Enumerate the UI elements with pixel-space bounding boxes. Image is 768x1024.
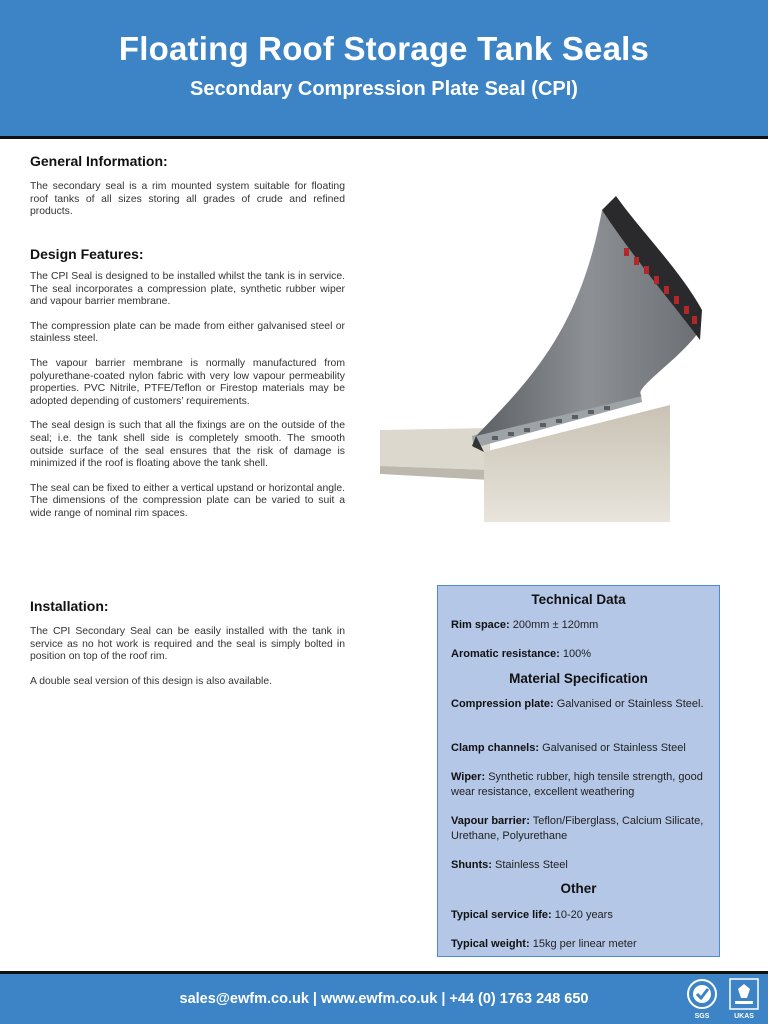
contact-info[interactable]: sales@ewfm.co.uk | www.ewfm.co.uk | +44 (0) 1763 248 650 — [179, 991, 589, 1007]
ukas-badge-icon: UKAS — [726, 978, 762, 1020]
technical-data-panel — [437, 585, 720, 957]
design-paragraph: The vapour barrier membrane is normally manufactured from polyurethane-coated nylon fabric with very low vapour permeability properties. PVC Nitrile, PTFE/Teflon or Firestop materials may be adopted depending of customers’ requirements. — [30, 357, 345, 407]
other-row: Typical weight: 15kg per linear meter — [451, 938, 637, 950]
installation-section — [30, 598, 345, 688]
technical-heading: Technical Data — [531, 592, 626, 607]
tech-row: Rim space: 200mm ± 120mm — [451, 619, 599, 631]
general-text: The secondary seal is a rim mounted system suitable for floating roof tanks of all sizes storing all grades of crude and refined products. — [30, 181, 345, 218]
material-row: Shunts: Stainless Steel — [451, 859, 568, 871]
general-section — [30, 153, 345, 219]
design-paragraph: The seal design is such that all the fixings are on the outside of the seal; i.e. the tank shell side is completely smooth. The smooth outside surface of the seal ensures that the risk of damage is minimized if the roof is floating above the tank shell. — [30, 420, 345, 470]
page-title: Floating Roof Storage Tank Seals — [118, 30, 650, 67]
material-row: Wiper: Synthetic rubber, high tensile strength, good wear resistance, excellent weathering — [451, 771, 703, 798]
design-heading: Design Features: — [30, 246, 144, 262]
material-row: Vapour barrier: Teflon/Fiberglass, Calcium Silicate, Urethane, Polyurethane — [451, 815, 704, 842]
installation-paragraph: The CPI Secondary Seal can be easily installed with the tank in service as no hot work is required and the seal is simply bolted in position on top of the roof rim. — [30, 626, 345, 663]
design-section — [30, 246, 345, 521]
material-row: Clamp channels: Galvanised or Stainless Steel — [451, 742, 686, 754]
certification-badges — [684, 978, 762, 1020]
page-subtitle: Secondary Compression Plate Seal (CPI) — [190, 78, 578, 100]
other-heading: Other — [560, 881, 597, 896]
installation-paragraph: A double seal version of this design is also available. — [30, 675, 273, 687]
sgs-badge-icon: SGS — [684, 978, 720, 1020]
material-row: Compression plate: Galvanised or Stainless Steel. — [451, 698, 704, 710]
material-heading: Material Specification — [509, 671, 648, 686]
installation-heading: Installation: — [30, 598, 109, 614]
tech-row: Aromatic resistance: 100% — [451, 648, 592, 660]
header-divider — [0, 136, 768, 139]
header-banner — [0, 0, 768, 136]
seal-product-image — [380, 190, 738, 522]
general-heading: General Information: — [30, 153, 168, 169]
other-row: Typical service life: 10-20 years — [451, 909, 613, 921]
design-paragraph: The compression plate can be made from either galvanised steel or stainless steel. — [30, 320, 345, 345]
design-paragraph: The seal can be fixed to either a vertical upstand or horizontal angle. The dimensions of the compression plate can be varied to suit a wide range of nominal rim spaces. — [30, 482, 345, 519]
footer-bar — [0, 974, 768, 1024]
design-paragraph: The CPI Seal is designed to be installed whilst the tank is in service. The seal incorporates a compression plate, synthetic rubber wiper and vapour barrier membrane. — [30, 271, 345, 308]
